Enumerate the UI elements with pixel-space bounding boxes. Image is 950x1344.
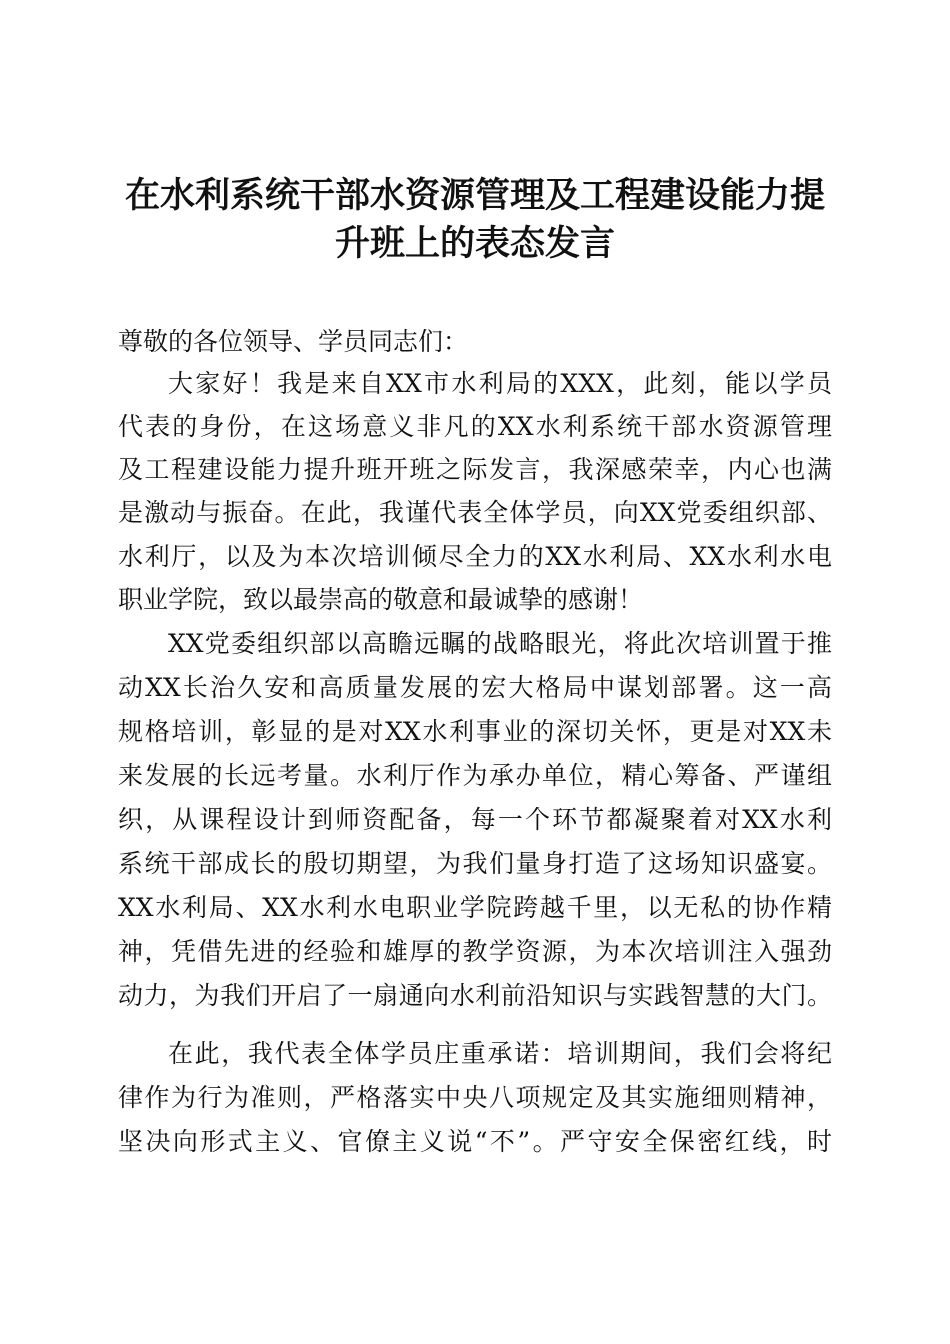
paragraph-1-line: 大家好！我是来自XX市水利局的XXX，此刻，能以学员 bbox=[168, 369, 832, 398]
paragraph-3-line: 在此，我代表全体学员庄重承诺：培训期间，我们会将纪 bbox=[168, 1039, 832, 1068]
paragraph-3-line: 律作为行为准则，严格落实中央八项规定及其实施细则精神， bbox=[118, 1083, 832, 1112]
paragraph-2-line: 动XX长治久安和高质量发展的宏大格局中谋划部署。这一高 bbox=[118, 673, 832, 702]
document-title-line-1: 在水利系统干部水资源管理及工程建设能力提 bbox=[124, 175, 825, 216]
paragraph-2-line: 织，从课程设计到师资配备，每一个环节都凝聚着对XX水利 bbox=[118, 805, 832, 834]
paragraph-2-line: 规格培训，彰显的是对XX水利事业的深切关怀，更是对XX未 bbox=[118, 717, 832, 746]
paragraph-1-line: 及工程建设能力提升班开班之际发言，我深感荣幸，内心也满 bbox=[118, 455, 832, 484]
paragraph-1-line: 代表的身份，在这场意义非凡的XX水利系统干部水资源管理 bbox=[118, 412, 832, 441]
paragraph-1-line: 职业学院，致以最崇高的敬意和最诚挚的感谢！ bbox=[118, 585, 644, 614]
paragraph-1-line: 水利厅，以及为本次培训倾尽全力的XX水利局、XX水利水电 bbox=[118, 542, 832, 571]
salutation: 尊敬的各位领导、学员同志们： bbox=[118, 327, 469, 356]
paragraph-2-line: XX党委组织部以高瞻远瞩的战略眼光，将此次培训置于推 bbox=[168, 629, 832, 658]
paragraph-2-line: XX水利局、XX水利水电职业学院跨越千里，以无私的协作精 bbox=[118, 893, 832, 922]
paragraph-2-line: 系统干部成长的殷切期望，为我们量身打造了这场知识盛宴。 bbox=[118, 849, 832, 878]
paragraph-1-line: 是激动与振奋。在此，我谨代表全体学员，向XX党委组织部、 bbox=[118, 498, 832, 527]
paragraph-2-line: 神，凭借先进的经验和雄厚的教学资源，为本次培训注入强劲 bbox=[118, 937, 832, 966]
paragraph-2-line: 来发展的长远考量。水利厅作为承办单位，精心筹备、严谨组 bbox=[118, 761, 832, 790]
paragraph-2-line: 动力，为我们开启了一扇通向水利前沿知识与实践智慧的大门。 bbox=[118, 981, 832, 1010]
paragraph-3-line: 坚决向形式主义、官僚主义说“不”。严守安全保密红线，时 bbox=[118, 1127, 832, 1156]
document-title-line-2: 升班上的表态发言 bbox=[334, 223, 615, 264]
